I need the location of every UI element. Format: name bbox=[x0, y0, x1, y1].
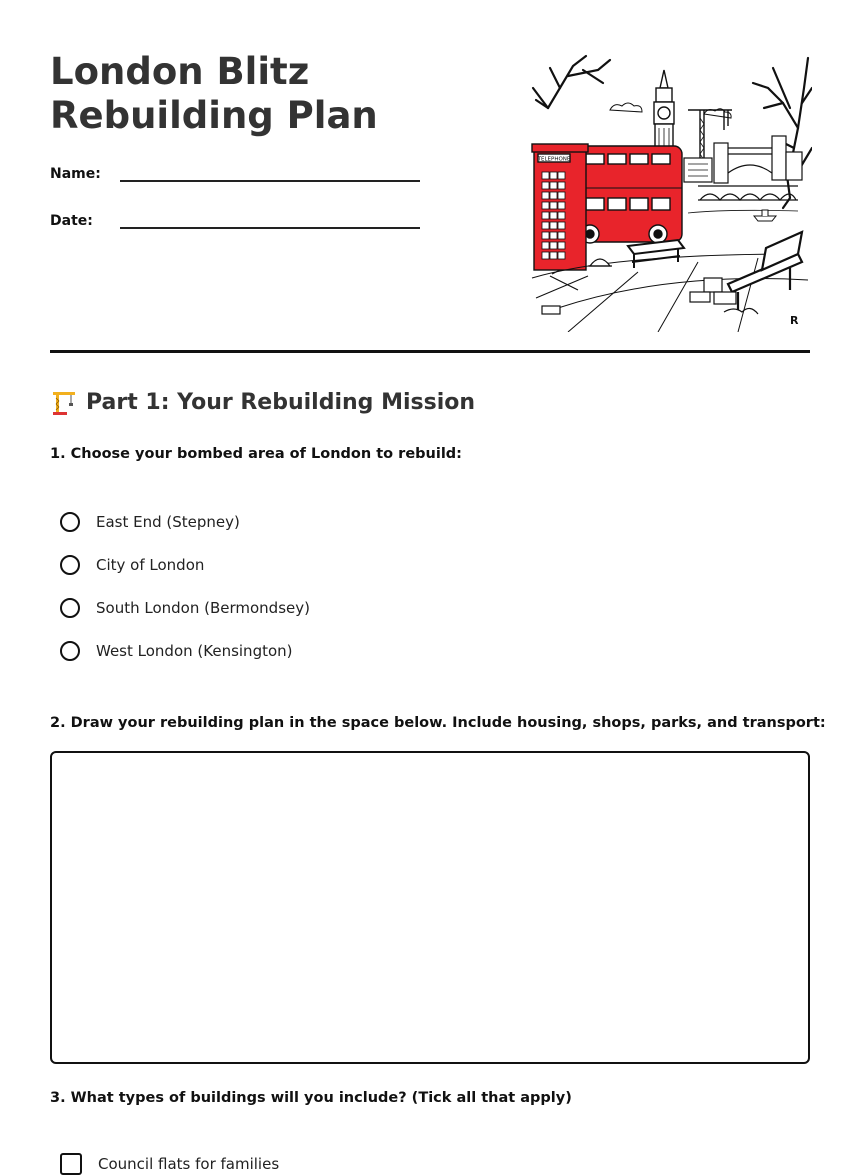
red-phone-box-icon bbox=[532, 144, 588, 270]
radio-east-end[interactable] bbox=[60, 512, 80, 532]
bench-icon bbox=[628, 240, 684, 268]
option-south-london[interactable] bbox=[60, 598, 310, 618]
river-bridge-icon bbox=[688, 186, 798, 213]
page-title: London Blitz Rebuilding Plan bbox=[50, 50, 378, 137]
option-label: South London (Bermondsey) bbox=[96, 599, 310, 617]
radio-city-of-london[interactable] bbox=[60, 555, 80, 575]
option-label: East End (Stepney) bbox=[96, 513, 240, 531]
red-bus-icon bbox=[578, 146, 682, 243]
option-city-of-london[interactable] bbox=[60, 555, 204, 575]
name-line[interactable] bbox=[120, 180, 420, 182]
tree-left-icon bbox=[533, 56, 610, 108]
option-label: Council flats for families bbox=[98, 1155, 280, 1173]
question-1: 1. Choose your bombed area of London to rebuild: bbox=[50, 446, 462, 462]
option-label: City of London bbox=[96, 556, 205, 574]
part1-title-text: Part 1: Your Rebuilding Mission bbox=[86, 389, 476, 415]
option-council-flats[interactable] bbox=[60, 1153, 279, 1175]
name-field[interactable] bbox=[50, 166, 101, 182]
question-3: 3. What types of buildings will you include? (Tick all that apply) bbox=[50, 1090, 572, 1106]
date-field[interactable] bbox=[50, 213, 93, 229]
header-divider bbox=[50, 350, 810, 353]
part1-title bbox=[50, 388, 475, 416]
tower-bridge-icon bbox=[684, 136, 802, 183]
option-east-end[interactable] bbox=[60, 512, 240, 532]
london-scene-illustration bbox=[528, 48, 812, 332]
radio-south-london[interactable] bbox=[60, 598, 80, 618]
option-west-london[interactable] bbox=[60, 641, 293, 661]
checkbox-council-flats[interactable] bbox=[60, 1153, 82, 1175]
artist-mark: R bbox=[790, 314, 799, 327]
phone-box-sign: TELEPHONE bbox=[537, 156, 571, 163]
name-label: Name: bbox=[50, 166, 101, 182]
radio-west-london[interactable] bbox=[60, 641, 80, 661]
construction-crane-icon bbox=[50, 388, 78, 416]
option-label: West London (Kensington) bbox=[96, 642, 293, 660]
drawing-area[interactable] bbox=[50, 751, 810, 1064]
date-label: Date: bbox=[50, 213, 93, 229]
date-line[interactable] bbox=[120, 227, 420, 229]
question-2: 2. Draw your rebuilding plan in the space below. Include housing, shops, parks, and transport: bbox=[50, 715, 826, 731]
bench-right-icon bbox=[728, 232, 802, 310]
boat-icon bbox=[754, 210, 776, 221]
